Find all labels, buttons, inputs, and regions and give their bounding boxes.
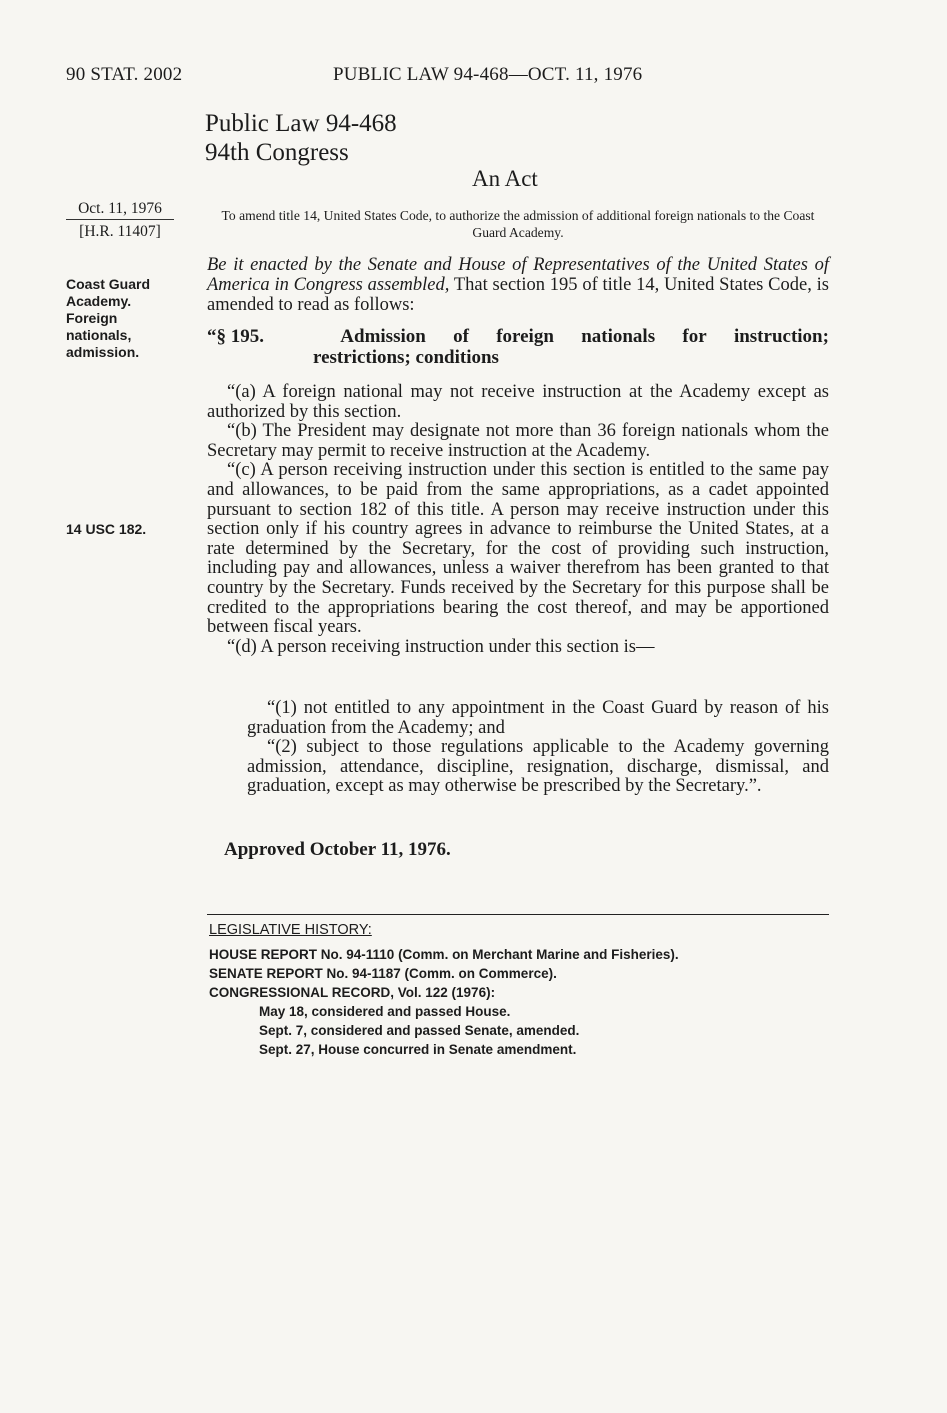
legislative-history xyxy=(209,921,679,1059)
stat-reference: 90 STAT. 2002 xyxy=(66,64,183,85)
paragraph-b: “(b) The President may designate not more than 36 foreign nationals whom the Secretary may permit to receive instruction at the Academy. xyxy=(207,421,829,461)
paragraph-d1: “(1) not entitled to any appointment in the Coast Guard by reason of his graduation from the Academy; and xyxy=(247,698,829,738)
senate-report: SENATE REPORT No. 94-1187 (Comm. on Commerce). xyxy=(209,966,557,981)
paragraph-a: “(a) A foreign national may not receive instruction at the Academy except as authorized by this section. xyxy=(207,382,829,422)
act-purpose: To amend title 14, United States Code, to authorize the admission of additional foreign nationals to the Coast Guard Academy. xyxy=(221,208,815,240)
paragraph-d2: “(2) subject to those regulations applicable to the Academy governing admission, attendance, discipline, resignation, discharge, dismissal, and graduation, except as may otherwise be prescribed by the Secretary.”. xyxy=(247,737,829,797)
congress-title: 94th Congress xyxy=(205,139,349,166)
history-entry: Sept. 27, House concurred in Senate amendment. xyxy=(259,1042,577,1057)
topic-line: nationals, xyxy=(66,327,132,343)
section-title-line2: restrictions; conditions xyxy=(313,347,499,368)
section-title-word: for xyxy=(682,326,707,347)
margin-citation: 14 USC 182. xyxy=(66,521,147,537)
running-header: PUBLIC LAW 94-468—OCT. 11, 1976 xyxy=(333,64,643,85)
bill-number: [H.R. 11407] xyxy=(79,223,161,240)
topic-line: Academy. xyxy=(66,293,132,309)
section-title-word: nationals xyxy=(581,326,656,347)
section-title-word: Admission xyxy=(340,326,426,347)
house-report: HOUSE REPORT No. 94-1110 (Comm. on Merchant Marine and Fisheries). xyxy=(209,947,679,962)
history-entry: Sept. 7, considered and passed Senate, amended. xyxy=(259,1023,580,1038)
section-body xyxy=(207,383,829,657)
enacting-formula: Be it enacted by the Senate and House of Representatives of the United States of America in Congress assembled, xyxy=(207,255,829,295)
margin-date-block xyxy=(66,200,174,241)
topic-line: Coast Guard xyxy=(66,276,151,292)
congressional-record: CONGRESSIONAL RECORD, Vol. 122 (1976): xyxy=(209,985,496,1000)
enacting-text: That section 195 of title 14, United States Code, is amended to read as follows: xyxy=(207,275,829,315)
section-title-word: foreign xyxy=(496,326,554,347)
section-number: “§ 195. xyxy=(207,326,264,347)
section-title-word: of xyxy=(453,326,469,347)
paragraph-c: “(c) A person receiving instruction under this section is entitled to the same pay and allowances, to be paid from the same appropriations, as a cadet appointed pursuant to section 182 of this title. A person may receive instruction under this section only if his country agrees in advance to reimburse the United States, at a rate determined by the Secretary, for the cost of providing such instruction, including pay and allowances, unless a waiver therefrom has been granted to that country by the Secretary. Funds received by the Secretary for this purpose shall be credited to the appropriations bearing the cost thereof, and may be apportioned between fiscal years. xyxy=(207,460,829,638)
act-heading: An Act xyxy=(472,166,538,191)
section-heading xyxy=(207,326,829,368)
approval-date: Approved October 11, 1976. xyxy=(224,839,451,860)
section-title-word: instruction; xyxy=(733,326,829,347)
margin-topic-note xyxy=(66,276,150,361)
legislative-history-heading: LEGISLATIVE HISTORY: xyxy=(209,922,372,938)
paragraph-d: “(d) A person receiving instruction under this section is— xyxy=(227,636,655,657)
topic-line: Foreign xyxy=(66,310,118,326)
enacting-clause xyxy=(207,255,829,315)
enactment-date: Oct. 11, 1976 xyxy=(66,200,174,220)
subsection-d-items xyxy=(247,699,829,797)
topic-line: admission. xyxy=(66,344,140,360)
history-entry: May 18, considered and passed House. xyxy=(259,1004,511,1019)
law-title: Public Law 94-468 xyxy=(205,110,397,137)
divider xyxy=(207,914,829,915)
